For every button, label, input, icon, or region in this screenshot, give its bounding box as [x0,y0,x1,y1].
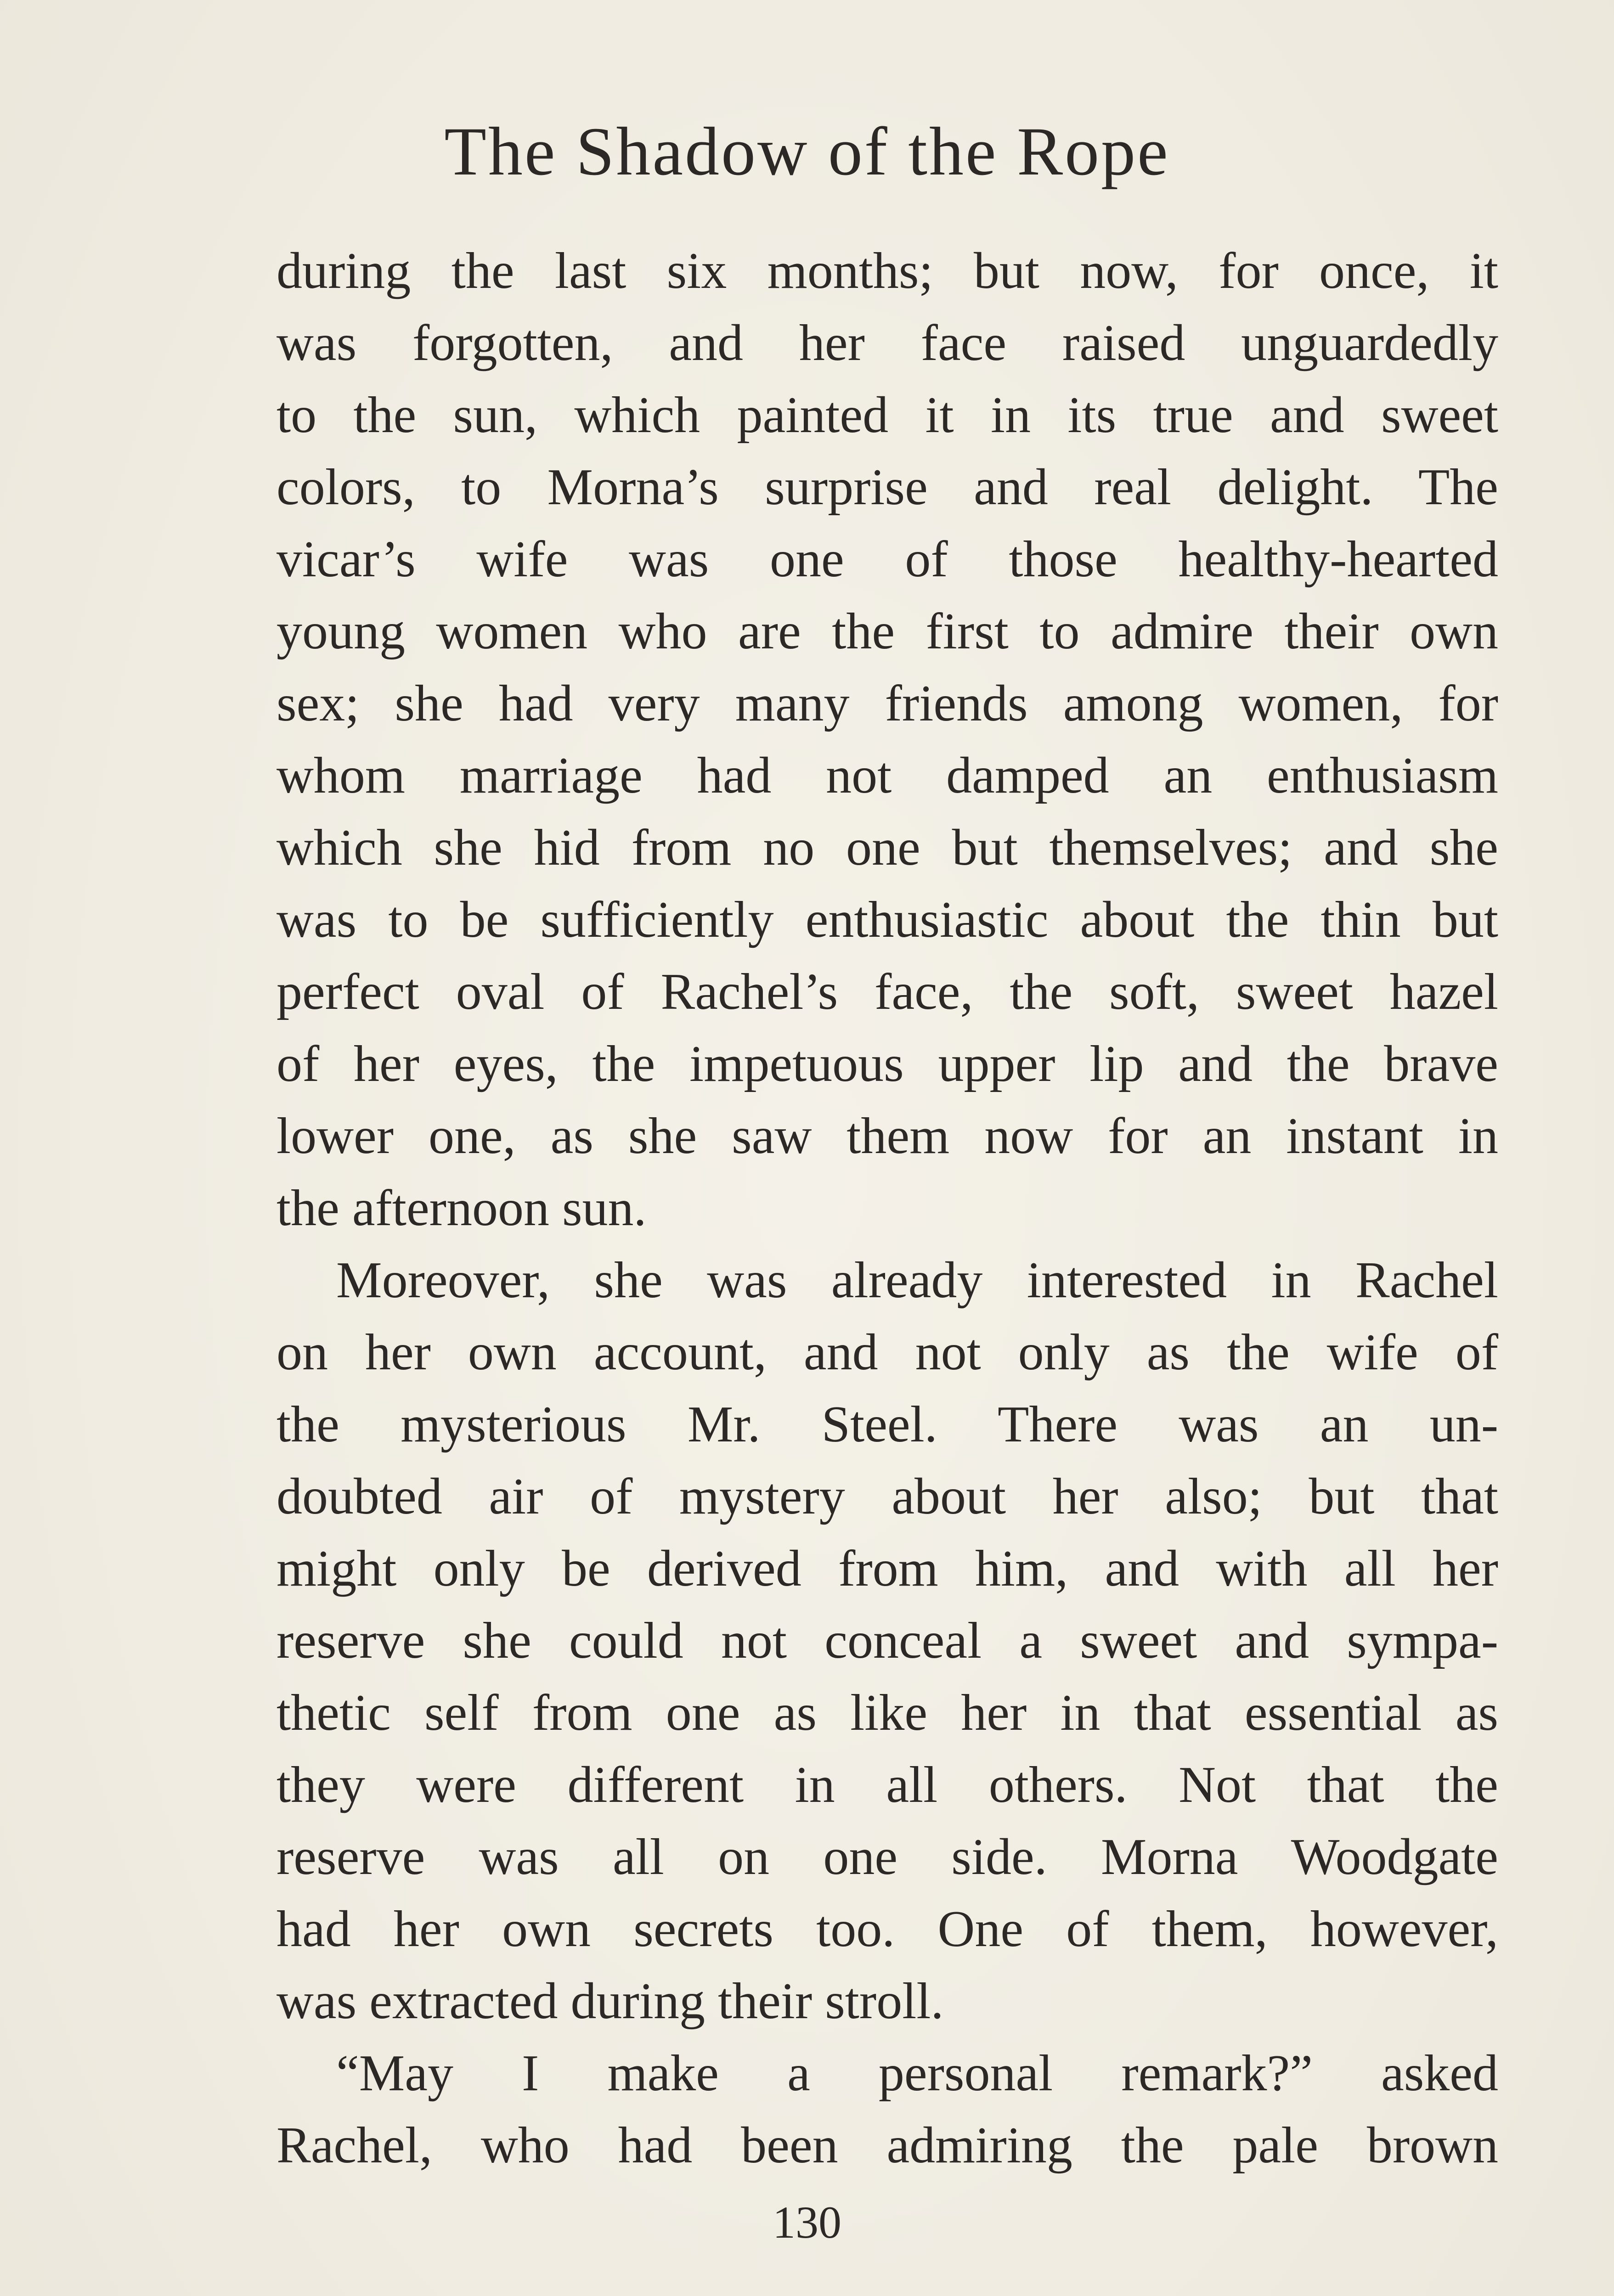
text-line: which she hid from no one but themselves; and she [277,819,1498,876]
text-line: whom marriage had not damped an enthusiasm [277,747,1498,804]
text-line: doubted air of mystery about her also; but that [277,1468,1498,1525]
text-line: lower one, as she saw them now for an instant in [277,1108,1498,1165]
text-line: “May I make a personal remark?” asked [336,2045,1498,2102]
text-line: colors, to Morna’s surprise and real delight. The [277,459,1498,516]
text-line: was forgotten, and her face raised unguardedly [277,315,1498,371]
text-line: young women who are the first to admire their own [277,603,1498,660]
text-line: on her own account, and not only as the wife of [277,1324,1498,1381]
text-line: reserve was all on one side. Morna Woodgate [277,1829,1498,1885]
text-line: the mysterious Mr. Steel. There was an un- [277,1396,1498,1453]
text-line: might only be derived from him, and with all her [277,1540,1498,1597]
text-line: the afternoon sun. [277,1180,647,1237]
body-text [277,235,1498,2182]
page-number: 130 [773,2197,841,2248]
text-line: had her own secrets too. One of them, however, [277,1901,1498,1958]
text-line: reserve she could not conceal a sweet and sympa- [277,1612,1498,1669]
text-line: perfect oval of Rachel’s face, the soft, sweet hazel [277,963,1498,1020]
text-line: Rachel, who had been admiring the pale brown [277,2117,1498,2174]
text-line: they were different in all others. Not that the [277,1756,1498,1813]
text-line: sex; she had very many friends among women, for [277,675,1498,732]
text-line: Moreover, she was already interested in Rachel [336,1252,1498,1309]
text-line: was to be sufficiently enthusiastic about the thin but [277,891,1498,948]
text-line: thetic self from one as like her in that essential as [277,1684,1498,1741]
text-line: of her eyes, the impetuous upper lip and the brave [277,1035,1498,1092]
text-line: vicar’s wife was one of those healthy-hearted [277,531,1498,588]
text-line: was extracted during their stroll. [277,1973,944,2030]
text-line: during the last six months; but now, for once, it [277,242,1498,299]
text-line: to the sun, which painted it in its true and sweet [277,387,1498,444]
running-head: The Shadow of the Rope [444,113,1170,190]
